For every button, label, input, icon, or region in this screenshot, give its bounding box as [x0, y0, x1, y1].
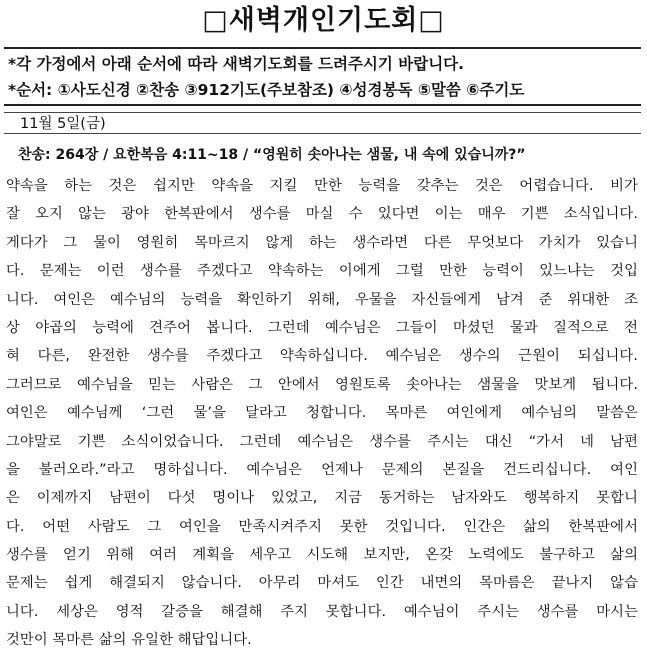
date-box — [4, 112, 641, 134]
page-title: □새벽개인기도회□ — [202, 5, 445, 36]
sermon-body — [6, 172, 638, 655]
body-line: 것만이 목마른 삶의 유일한 해답입니다. — [6, 632, 252, 649]
body-line: 다. 어떤 사람도 그 여인을 만족시켜주지 못한 것입니다. 인간은 삶의 한복판에서 — [6, 518, 638, 535]
notice-instruction: *각 가정에서 아래 순서에 따라 새벽기도회를 드려주시기 바랍니다. — [8, 55, 465, 73]
body-line: 그야말로 기쁜 소식이었습니다. 그런데 예수님은 생수를 주시는 대신 “가서 네 남편 — [6, 433, 638, 450]
body-line: 여인은 예수님께 ‘그런 물’을 달라고 청합니다. 목마른 여인에게 예수님의 말씀은 — [6, 405, 638, 422]
body-line: 은 이제까지 남편이 다섯 명이나 있었고, 지금 동거하는 남자와도 행복하지 못합니 — [6, 490, 638, 507]
body-line: 니다. 여인은 예수님의 능력을 확인하기 위해, 우물을 자신들에게 남겨 준 위대한 조 — [6, 291, 638, 308]
body-line: 상 야곱의 능력에 견주어 봅니다. 그런데 예수님은 그들이 마셨던 물과 질적으로 전 — [6, 319, 638, 336]
body-line: 그러므로 예수님을 믿는 사람은 그 안에서 영원토록 솟아나는 샘물을 맛보게 됩니다. — [6, 376, 638, 393]
hymn-scripture-line: 찬송: 264장 / 요한복음 4:11~18 / “영원히 솟아나는 샘물, 내 속에 있습니까?” — [18, 147, 526, 163]
body-line: 을 불러오라.”라고 명하십니다. 예수님은 언제나 문제의 본질을 건드리십니다. 여인 — [6, 461, 638, 478]
notice-order: *순서: ①사도신경 ②찬송 ③912기도(주보참조) ④성경봉독 ⑤말씀 ⑥주기도 — [8, 81, 525, 99]
body-line: 혀 다른, 완전한 생수를 주겠다고 약속하십니다. 예수님은 생수의 근원이 되십니다. — [6, 348, 638, 365]
notice-box — [4, 47, 641, 106]
body-line: 생수를 얻기 위해 여러 계획을 세우고 시도해 보지만, 온갖 노력에도 불구하고 삶의 — [6, 547, 638, 564]
body-line: 게다가 그 물이 영원히 목마르지 않게 하는 생수라면 다른 무엇보다 가치가 있습니 — [6, 234, 638, 251]
body-line: 다. 문제는 이런 생수를 주겠다고 약속하는 이에게 그럴 만한 능력이 있느냐는 것입 — [6, 263, 638, 280]
body-line: 잘 오지 않는 광야 한복판에서 생수를 마실 수 있다면 이는 매우 기쁜 소식입니다. — [6, 206, 638, 223]
body-line: 문제는 쉽게 해결되지 않습니다. 아무리 마셔도 인간 내면의 목마름은 끝나지 않습 — [6, 575, 638, 592]
body-line: 니다. 세상은 영적 갈증을 해결해 주지 못합니다. 예수님이 주시는 생수를 마시는 — [6, 603, 638, 620]
body-line: 약속을 하는 것은 쉽지만 약속을 지킬 만한 능력을 갖추는 것은 어렵습니다. 비가 — [6, 178, 638, 194]
devotion-date: 11월 5일(금) — [20, 116, 106, 132]
